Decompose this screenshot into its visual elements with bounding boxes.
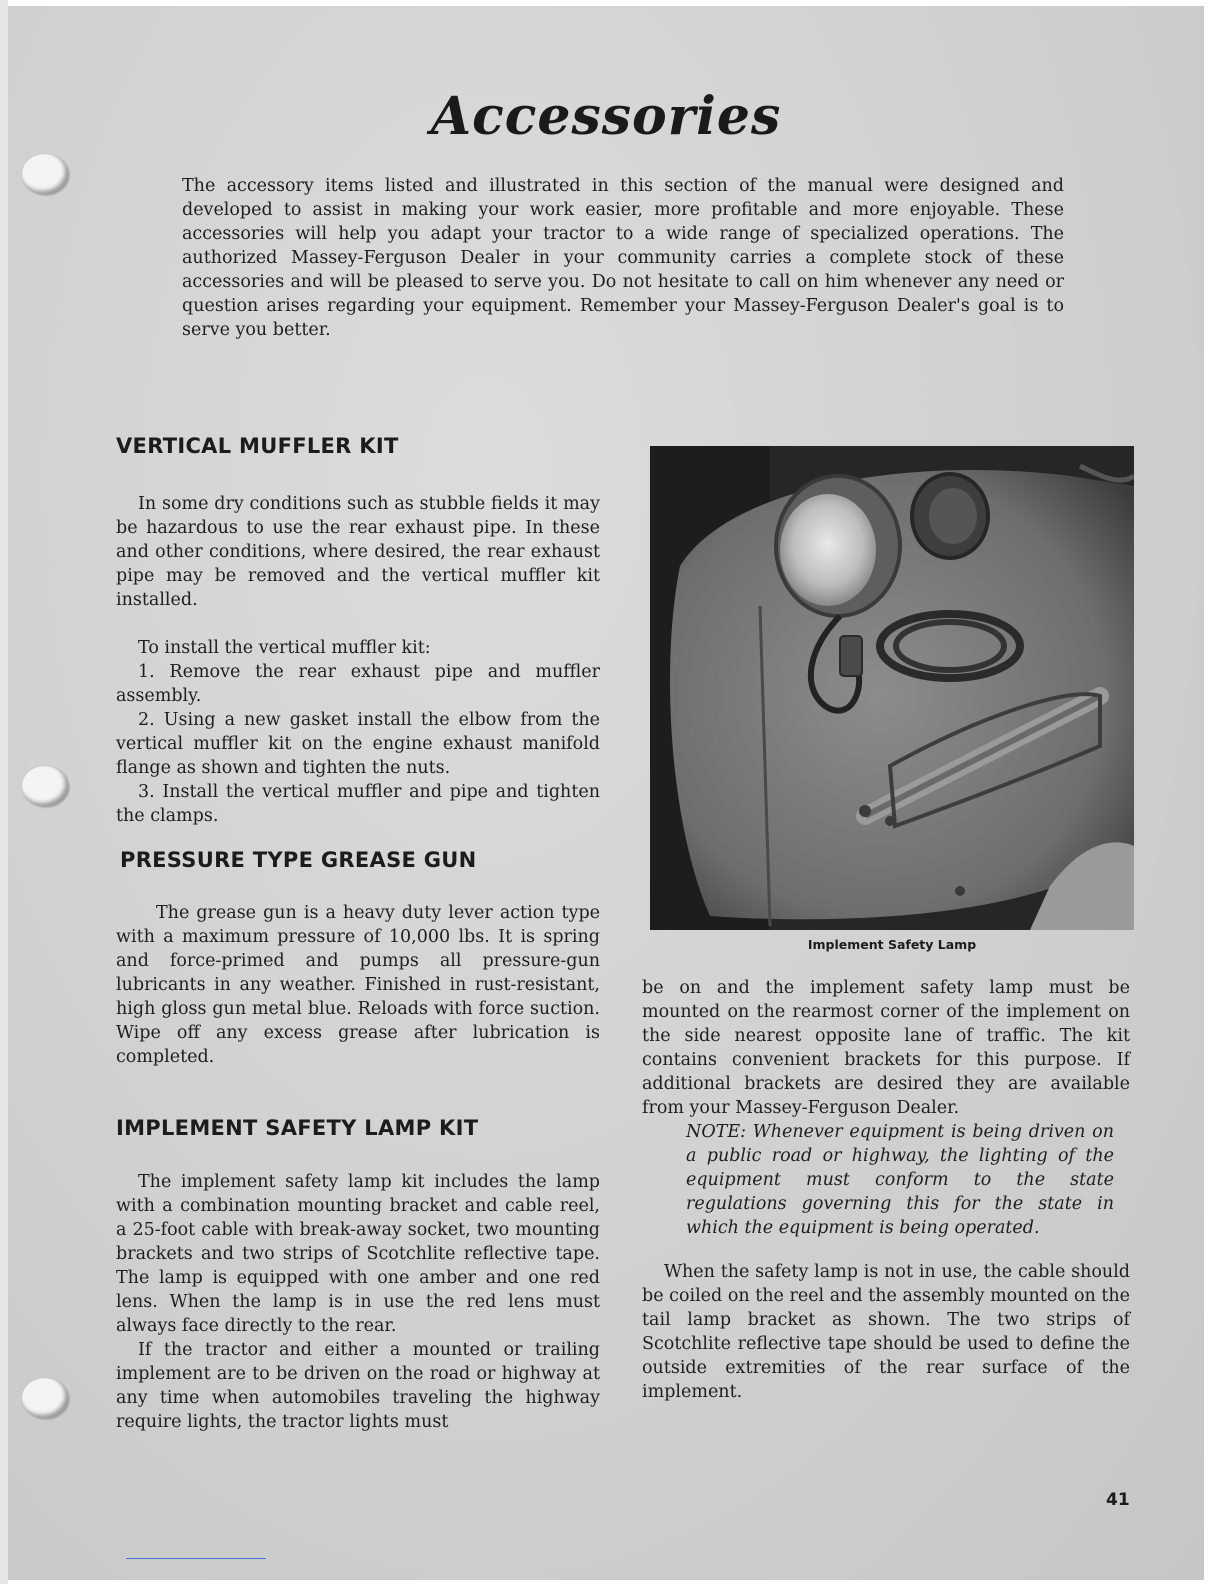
safety-lamp-illustration — [650, 446, 1134, 930]
intro-paragraph: The accessory items listed and illustrated in this section of the manual were designed and developed to assist in making your work easier, more profitable and more enjoyable. These accessories will help you adapt your tractor to a wide range of specialized operations. The authorized Massey-Ferguson Dealer in your community carries a complete stock of these accessories and will be pleased to serve you. Do not hesitate to call on him whenever any need or question arises regarding your equipment. Remember your Massey-Ferguson Dealer's goal is to serve you better. — [182, 176, 1064, 340]
page-number: 41 — [1106, 1490, 1130, 1510]
grease-paragraph: The grease gun is a heavy duty lever action type with a maximum pressure of 10,000 lbs. It is spring and force-primed and pumps all pressure-gun lubricants in any weather. Finished in rust-resistant, high gloss gun metal blue. Reloads with force suction. Wipe off any excess grease after lubrication is completed. — [116, 903, 600, 1067]
photo-caption: Implement Safety Lamp — [807, 937, 977, 952]
binder-hole-top — [22, 154, 68, 194]
lamp-paragraph-2: If the tractor and either a mounted or trailing implement are to be driven on the road or highway at any time when automobiles traveling the highway require lights, the tractor lights must — [116, 1340, 600, 1432]
lamp-paragraph-3: When the safety lamp is not in use, the cable should be coiled on the reel and the assembly mounted on the tail lamp bracket as shown. The two strips of Scotchlite reflective tape should be used to define the outside extremities of the rear surface of the implement. — [642, 1262, 1130, 1402]
lamp-paragraph-1: The implement safety lamp kit includes the lamp with a combination mounting bracket and cable reel, a 25-foot cable with break-away socket, two mounting brackets and two strips of Scotchlite reflective tape. The lamp is equipped with one amber and one red lens. When the lamp is in use the red lens must always face directly to the rear. — [116, 1172, 600, 1336]
muffler-install-intro: To install the vertical muffler kit: — [138, 638, 431, 658]
manual-page — [8, 6, 1204, 1580]
safety-lamp-photo — [650, 446, 1134, 930]
muffler-step-1: 1. Remove the rear exhaust pipe and muffler assembly. — [116, 662, 600, 706]
heading-grease-gun: PRESSURE TYPE GREASE GUN — [120, 848, 477, 872]
binder-hole-middle — [22, 766, 68, 806]
lamp-paragraph-2-continued: be on and the implement safety lamp must be mounted on the rearmost corner of the implement on the side nearest opposite lane of traffic. The kit contains convenient brackets for this purpose. If additional brackets are desired they are available from your Massey-Ferguson Dealer. — [642, 978, 1130, 1118]
heading-safety-lamp: IMPLEMENT SAFETY LAMP KIT — [116, 1116, 479, 1140]
lamp-note: NOTE: Whenever equipment is being driven on a public road or highway, the lighting of the equipment must conform to the state regulations governing this for the state in which the equipment is being operated. — [686, 1122, 1114, 1238]
binder-hole-bottom — [22, 1378, 68, 1418]
page-edge — [0, 0, 8, 1584]
muffler-section — [116, 492, 600, 828]
muffler-paragraph: In some dry conditions such as stubble fields it may be hazardous to use the rear exhaust pipe. In these and other conditions, where desired, the rear exhaust pipe may be removed and the vertical muffler kit installed. — [116, 494, 600, 610]
lamp-section-left — [116, 1170, 600, 1434]
page-title: Accessories — [430, 86, 782, 147]
lamp-section-right — [642, 976, 1130, 1404]
muffler-step-2: 2. Using a new gasket install the elbow from the vertical muffler kit on the engine exhaust manifold flange as shown and tighten the nuts. — [116, 710, 600, 778]
heading-vertical-muffler: VERTICAL MUFFLER KIT — [116, 434, 399, 458]
grease-section — [116, 901, 600, 1069]
divider-line — [126, 1558, 266, 1559]
muffler-step-3: 3. Install the vertical muffler and pipe and tighten the clamps. — [116, 782, 600, 826]
